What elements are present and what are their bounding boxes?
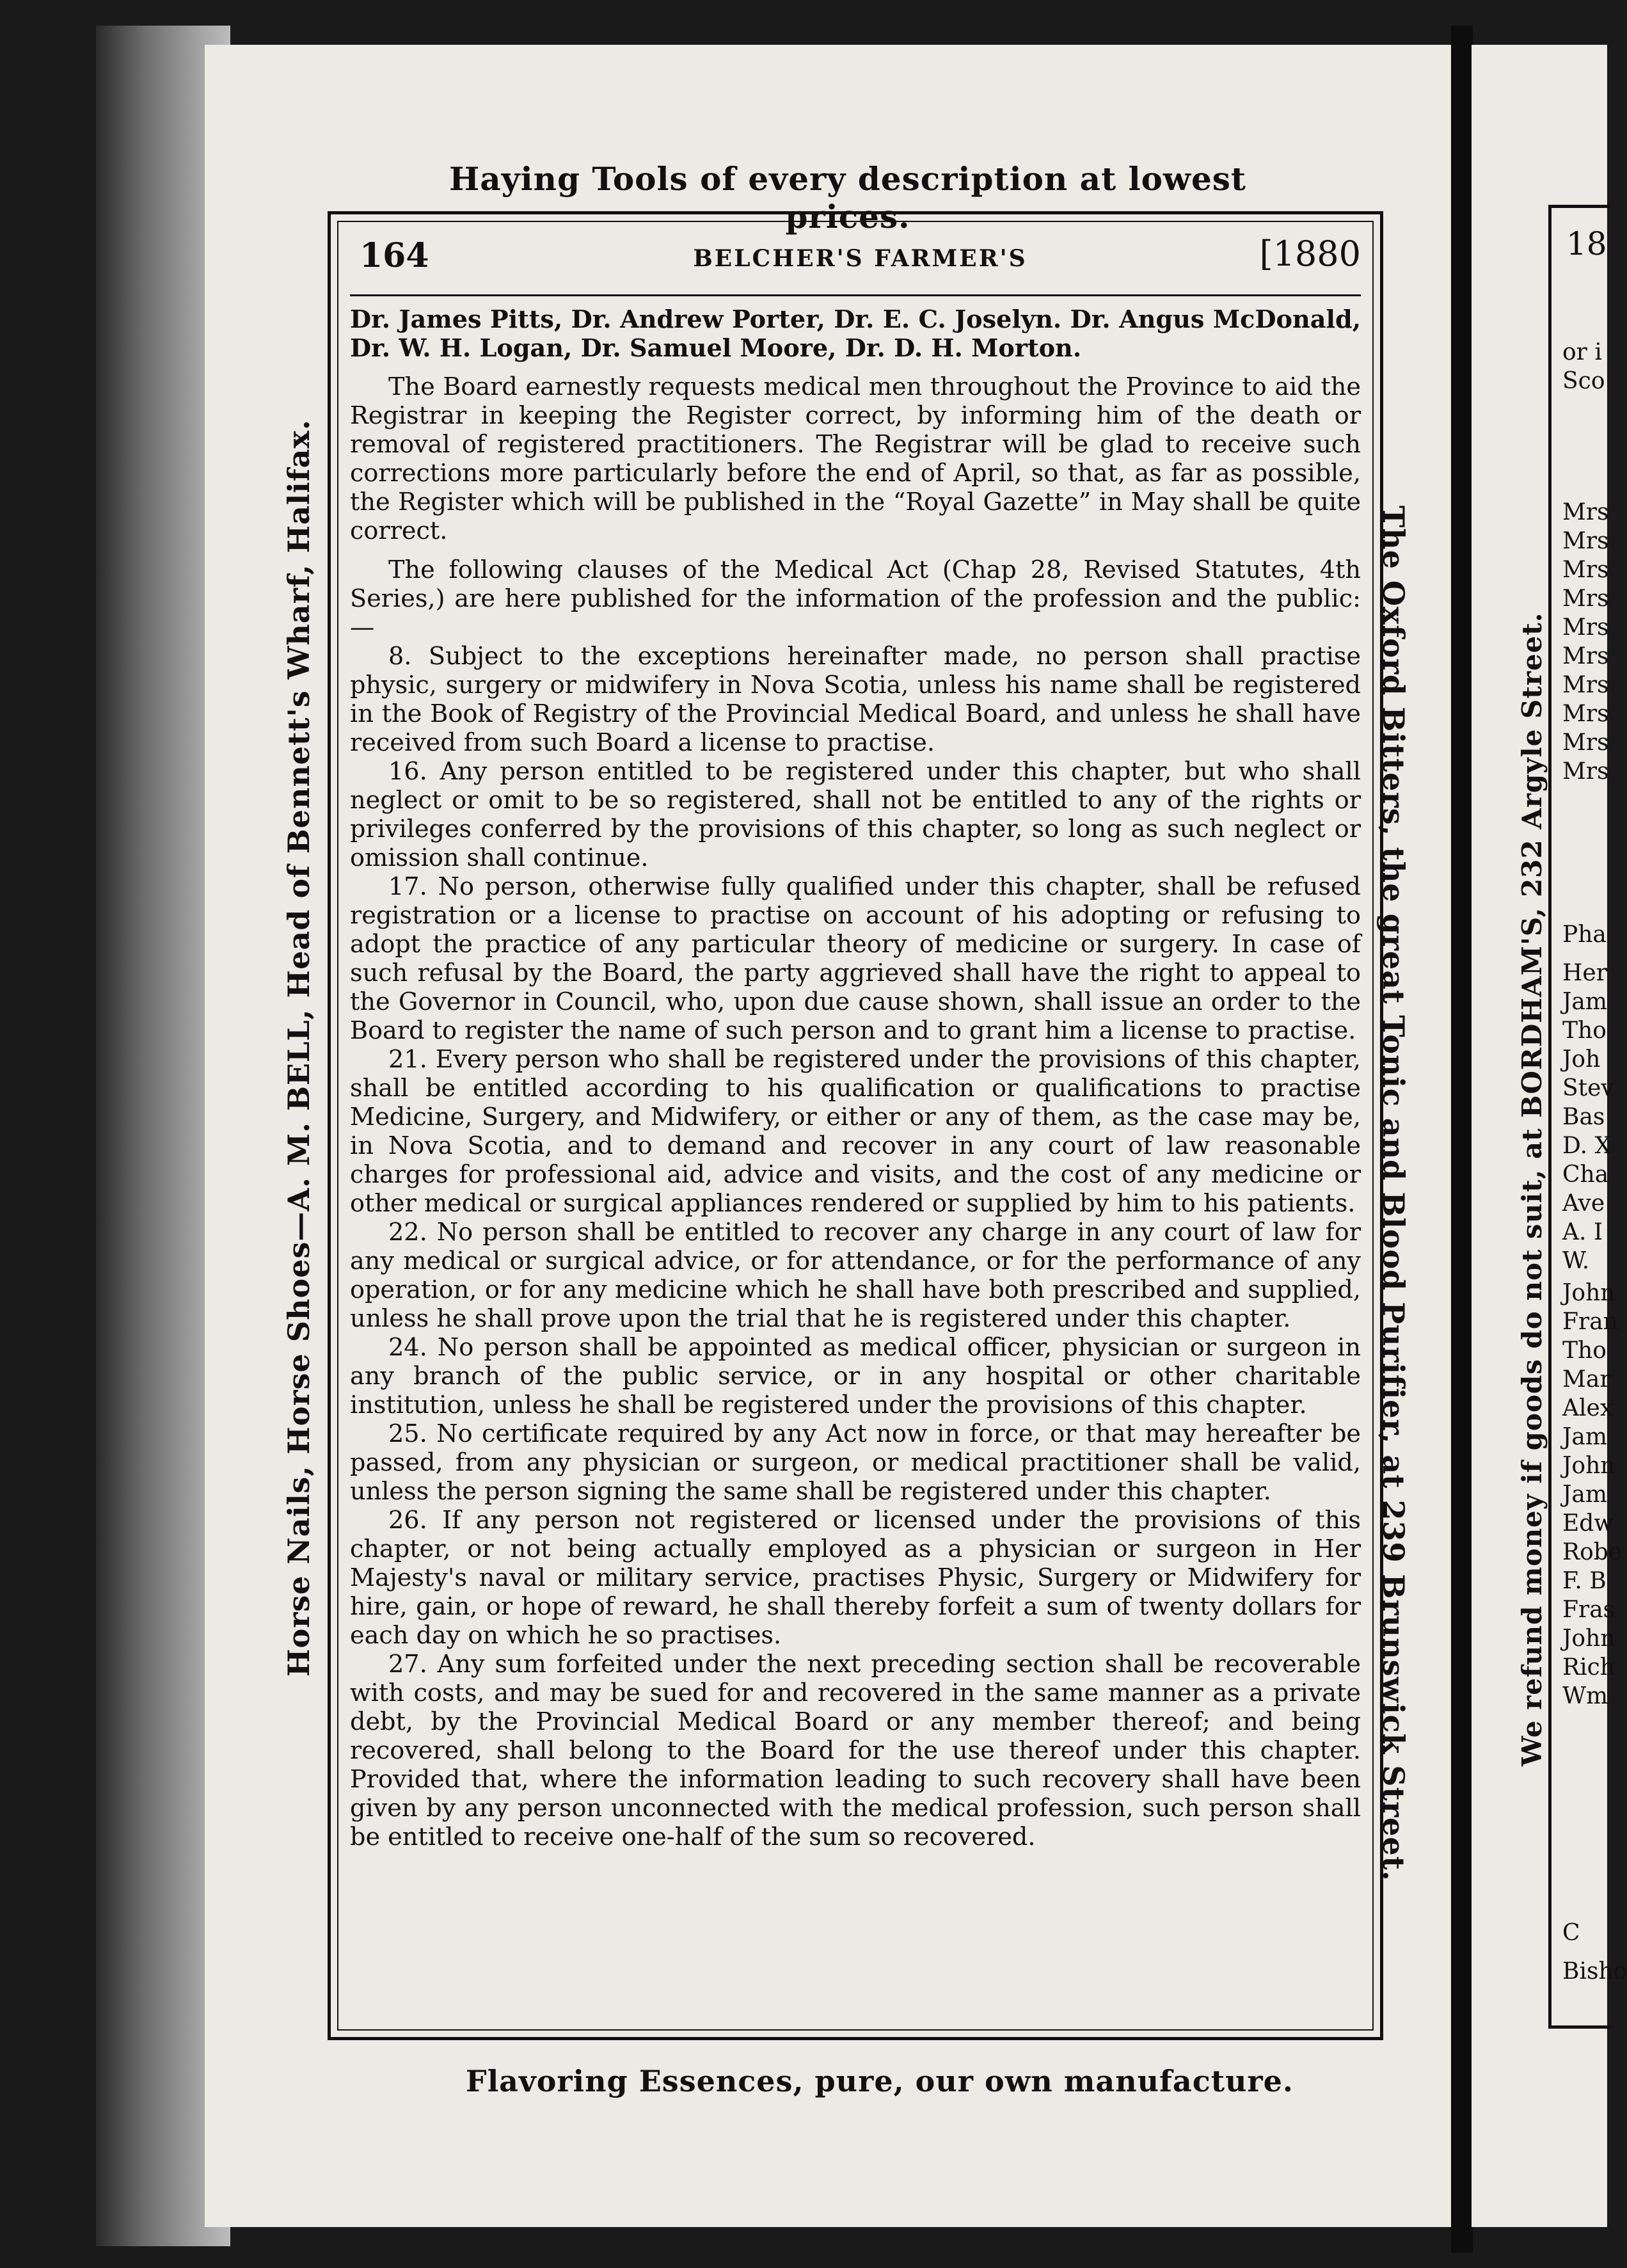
next-page-line: Fras — [1562, 1597, 1615, 1623]
next-page-line: Mrs — [1562, 672, 1609, 698]
next-page-line: Stev — [1562, 1075, 1614, 1101]
next-page-header: 18 — [1566, 225, 1607, 262]
next-page-line: or i — [1562, 339, 1602, 365]
paragraph: 8. Subject to the exceptions hereinafter made, no person shall practise physic, surgery or midwifery in Nova Scotia, unless his name shall be registered in the Book of Registry of the Provincial Medical Board, and unless he shall have received from such Board a license to practise. — [350, 643, 1361, 757]
next-page-line: John — [1562, 1453, 1615, 1479]
next-page-line: Mrs — [1562, 557, 1609, 583]
next-page-line: Mar — [1562, 1366, 1611, 1393]
paragraph: 17. No person, otherwise fully qualified under this chapter, shall be refused registration or a license to practise on account of his adopting or refusing to adopt the practice of any particular theory of medicine or surgery. In case of such refusal by the Board, the party aggrieved shall have the right to appeal to the Governor in Council, who, upon due cause shown, shall issue an order to the Board to register the name of such person and to grant him a license to practise. — [350, 873, 1361, 1045]
next-page-line: Edw — [1562, 1510, 1614, 1537]
next-page-line: D. X — [1562, 1133, 1612, 1159]
next-page-line: A. I — [1562, 1219, 1603, 1245]
next-page-line: Ave — [1562, 1190, 1605, 1217]
next-page-line: Mrs — [1562, 614, 1609, 641]
next-page-line: Her — [1562, 960, 1607, 986]
next-page-line: Bisho — [1562, 1958, 1627, 1984]
next-page-line: Jam — [1562, 1424, 1608, 1450]
next-page-line: Joh — [1562, 1046, 1601, 1073]
bottom-advertisement: Flavoring Essences, pure, our own manufacture. — [466, 2064, 1294, 2098]
next-page-line: Mrs — [1562, 701, 1609, 727]
page-number: 164 — [360, 236, 429, 275]
next-page-line: Tho — [1562, 1338, 1607, 1364]
paragraph: 25. No certificate required by any Act now in force, or that may hereafter be passed, from any physician or surgeon, or medical practitioner shall be valid, unless the person signing the same shall be registered under this chapter. — [350, 1420, 1361, 1506]
next-page-line: W. — [1562, 1248, 1590, 1274]
next-page-line: Robe — [1562, 1539, 1623, 1565]
gutter — [1451, 26, 1473, 2253]
next-page-line: John — [1562, 1280, 1615, 1306]
paragraph: 24. No person shall be appointed as medical officer, physician or surgeon in any branch of the public service, or in any hospital or other charitable institution, unless he shall be registered under the provisions of this chapter. — [350, 1334, 1361, 1419]
next-page-line: Rich — [1562, 1654, 1615, 1681]
next-page-line: Jam — [1562, 1481, 1608, 1508]
left-margin-advertisement: Horse Nails, Horse Shoes—A. M. BELL, Head of Bennett's Wharf, Halifax. — [282, 419, 316, 1677]
paragraph: 27. Any sum forfeited under the next preceding section shall be recoverable with costs, and may be sued for and recovered in the same manner as a private debt, by the Provincial Medical Board or any member thereof; and being recovered, shall belong to the Board for the use thereof under this chapter. Provided that, where the information leading to such recovery shall have been given by any person unconnected with the medical profession, such person shall be entitled to receive one-half of the sum so recovered. — [350, 1650, 1361, 1851]
paragraph: 16. Any person entitled to be registered under this chapter, but who shall neglect or omit to be so registered, shall not be entitled to any of the rights or privileges conferred by the provisions of this chapter, so long as such neglect or omission shall continue. — [350, 758, 1361, 872]
next-page-line: Bas — [1562, 1104, 1605, 1130]
page-header — [360, 234, 1361, 285]
next-page-line: Wm — [1562, 1683, 1608, 1709]
next-page-line: Mrs — [1562, 730, 1609, 756]
next-page-margin-advertisement: We refund money if goods do not suit, at BORDHAM'S, 232 Argyle Street. — [1516, 612, 1548, 1766]
year: [1880 — [1259, 234, 1361, 274]
running-title: BELCHER'S FARMER'S — [693, 245, 1028, 272]
top-advertisement: Haying Tools of every description at lowest prices. — [448, 160, 1247, 236]
next-page-line: Fran — [1562, 1309, 1618, 1335]
header-rule — [350, 294, 1361, 296]
paragraph: Dr. James Pitts, Dr. Andrew Porter, Dr. E. C. Joselyn. Dr. Angus McDonald, Dr. W. H. Logan, Dr. Samuel Moore, Dr. D. H. Morton. — [350, 305, 1361, 363]
next-page-line: Jam — [1562, 989, 1608, 1015]
next-page-line: Mrs — [1562, 586, 1609, 612]
paragraph: 22. No person shall be entitled to recover any charge in any court of law for any medical or surgical advice, or for attendance, or for the performance of any operation, or for any medicine which he shall have both prescribed and supplied, unless he shall prove upon the trial that he is registered under this chapter. — [350, 1218, 1361, 1333]
paragraph: 21. Every person who shall be registered under the provisions of this chapter, shall be entitled according to his qualification or qualifications to practise Medicine, Surgery, and Midwifery, or either or any of them, as the case may be, in Nova Scotia, and to demand and recover in any court of law reasonable charges for professional aid, advice and visits, and the cost of any medicine or other medical or surgical appliances rendered or supplied by him to his patients. — [350, 1046, 1361, 1218]
next-page-line: Cha — [1562, 1162, 1609, 1188]
next-page-line: Mrs — [1562, 528, 1609, 554]
next-page-line: C — [1562, 1920, 1580, 1946]
next-page-line: Mrs — [1562, 643, 1609, 669]
paragraph: The Board earnestly requests medical men throughout the Province to aid the Registrar in keeping the Register correct, by informing him of the death or removal of registered practitioners. The Registrar will be glad to receive such corrections more particularly before the end of April, so that, as far as possible, the Register which will be published in the “Royal Gazette” in May shall be quite correct. — [350, 373, 1361, 545]
next-page-line: F. B — [1562, 1568, 1607, 1594]
paragraph: 26. If any person not registered or licensed under the provisions of this chapter, or not being actually employed as a physician or surgeon in Her Majesty's naval or military service, practises Physic, Surgery or Midwifery for hire, gain, or hope of reward, he shall thereby forfeit a sum of twenty dollars for each day on which he so practises. — [350, 1506, 1361, 1650]
next-page-line: John — [1562, 1625, 1615, 1652]
next-page-line: Mrs — [1562, 499, 1609, 525]
next-page-line: Tho — [1562, 1018, 1607, 1044]
next-page-line: Mrs — [1562, 758, 1609, 785]
next-page-line: Pha — [1562, 922, 1607, 948]
next-page-line: Sco — [1562, 368, 1605, 394]
next-page-line: Alex — [1562, 1395, 1614, 1421]
paragraph: The following clauses of the Medical Act (Chap 28, Revised Statutes, 4th Series,) are here published for the information of the profession and the public:— — [350, 556, 1361, 642]
page-body — [350, 305, 1361, 1852]
page-frame — [328, 211, 1383, 2040]
right-margin-advertisement: The Oxford Bitters, the great Tonic and Blood Purifier, at 239 Brunswick Street. — [1376, 506, 1411, 1881]
